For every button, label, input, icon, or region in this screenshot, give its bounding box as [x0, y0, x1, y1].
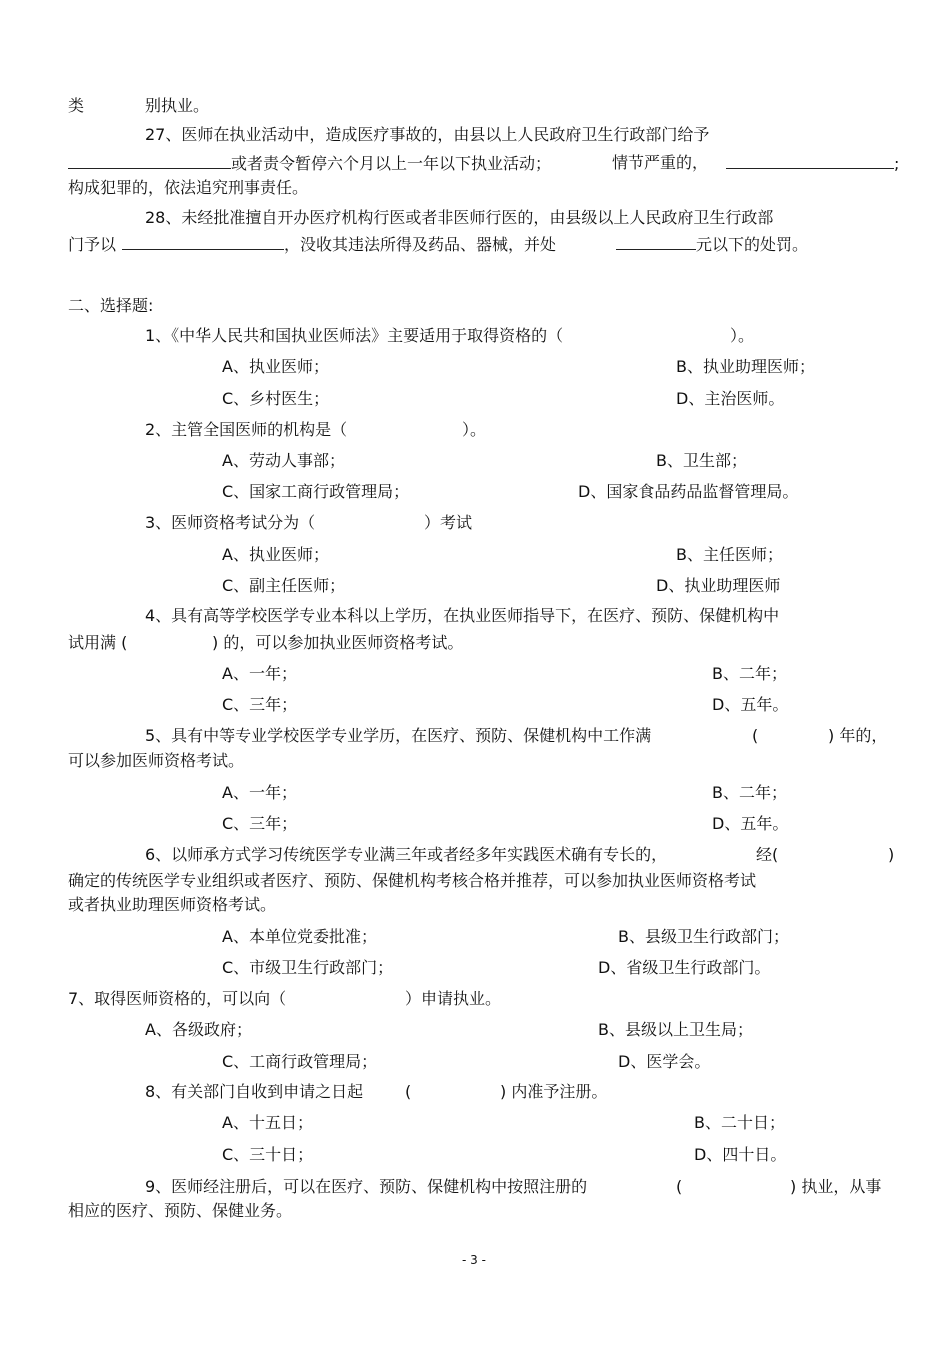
blank-line[interactable]	[122, 234, 284, 250]
question: ）。	[462, 420, 487, 439]
text-line: 28、未经批准擅自开办医疗机构行医或者非医师行医的，由县级以上人民政府卫生行政部	[145, 208, 774, 227]
option: A、本单位党委批准；	[222, 927, 377, 946]
question: 1、《中华人民共和国执业医师法》主要适用于取得资格的（	[145, 326, 564, 345]
option: D、主治医师。	[676, 389, 785, 408]
question: (	[676, 1177, 683, 1196]
section-heading: 二、选择题:	[68, 296, 154, 315]
question: 2、主管全国医师的机构是（	[145, 420, 348, 439]
question: ）。	[730, 326, 755, 345]
text-line: 构成犯罪的，依法追究刑事责任。	[68, 178, 309, 197]
question: ) 内准予注册。	[500, 1082, 608, 1101]
option: D、执业助理医师	[656, 576, 781, 595]
blank-line[interactable]	[68, 153, 231, 169]
question: (	[752, 726, 759, 745]
question: 确定的传统医学专业组织或者医疗、预防、保健机构考核合格并推荐，可以参加执业医师资格考试	[68, 871, 757, 890]
option: B、二年；	[712, 664, 787, 683]
question: ) 的，可以参加执业医师资格考试。	[212, 633, 464, 652]
question: 3、医师资格考试分为（	[145, 513, 316, 532]
option: B、县级卫生行政部门；	[618, 927, 789, 946]
question: 经(	[756, 845, 779, 864]
question: ）考试	[424, 513, 473, 532]
question: (	[405, 1082, 412, 1101]
question: 5、具有中等专业学校医学专业学历，在医疗、预防、保健机构中工作满	[145, 726, 652, 745]
option: C、乡村医生；	[222, 389, 330, 408]
option: A、劳动人事部；	[222, 451, 345, 470]
option: B、二十日；	[694, 1113, 785, 1132]
option: B、县级以上卫生局；	[598, 1020, 753, 1039]
text-line: ;	[726, 153, 899, 174]
option: A、各级政府；	[145, 1020, 252, 1039]
text-line: 情节严重的，	[612, 153, 709, 172]
question: 9、医师经注册后，可以在医疗、预防、保健机构中按照注册的	[145, 1177, 588, 1196]
question: 4、具有高等学校医学专业本科以上学历，在执业医师指导下，在医疗、预防、保健机构中	[145, 606, 780, 625]
question: ) 年的，	[828, 726, 888, 745]
question: )	[888, 845, 895, 864]
option: D、五年。	[712, 814, 789, 833]
question: ) 执业，从事	[790, 1177, 882, 1196]
option: C、国家工商行政管理局；	[222, 482, 410, 501]
question: 或者执业助理医师资格考试。	[68, 895, 277, 914]
question: 试用满 (	[68, 633, 128, 652]
page-number: - 3 -	[462, 1253, 486, 1267]
option: D、国家食品药品监督管理局。	[578, 482, 799, 501]
option: C、三年；	[222, 695, 298, 714]
option: C、工商行政管理局；	[222, 1052, 378, 1071]
option: B、二年；	[712, 783, 787, 802]
question: 相应的医疗、预防、保健业务。	[68, 1201, 293, 1220]
option: C、副主任医师；	[222, 576, 346, 595]
option: B、执业助理医师；	[676, 357, 815, 376]
option: D、五年。	[712, 695, 789, 714]
question: 8、有关部门自收到申请之日起	[145, 1082, 364, 1101]
option: A、一年；	[222, 783, 297, 802]
option: C、市级卫生行政部门；	[222, 958, 394, 977]
text-line: 元以下的处罚。	[616, 234, 808, 255]
option: D、四十日。	[694, 1145, 787, 1164]
option: A、执业医师；	[222, 545, 329, 564]
text-line: 或者责令暂停六个月以上一年以下执业活动；	[68, 153, 551, 174]
question: 7、取得医师资格的，可以向（	[68, 989, 287, 1008]
blank-line[interactable]	[616, 234, 696, 250]
question: 6、以师承方式学习传统医学专业满三年或者经多年实践医术确有专长的，	[145, 845, 668, 864]
question: 可以参加医师资格考试。	[68, 751, 245, 770]
question: ）申请执业。	[405, 989, 502, 1008]
text-line: 门予以 ，没收其违法所得及药品、器械，并处	[68, 235, 557, 254]
option: D、省级卫生行政部门。	[598, 958, 771, 977]
option: C、三年；	[222, 814, 298, 833]
option: B、卫生部；	[656, 451, 747, 470]
text-line: 27、医师在执业活动中，造成医疗事故的，由县以上人民政府卫生行政部门给予	[145, 125, 710, 144]
option: A、十五日；	[222, 1113, 313, 1132]
option: C、三十日；	[222, 1145, 314, 1164]
option: A、执业医师；	[222, 357, 329, 376]
option: B、主任医师；	[676, 545, 783, 564]
option: A、一年；	[222, 664, 297, 683]
text-line: 类	[68, 96, 85, 115]
blank-line[interactable]	[726, 153, 894, 169]
option: D、医学会。	[618, 1052, 711, 1071]
text-line: 别执业。	[145, 96, 210, 115]
